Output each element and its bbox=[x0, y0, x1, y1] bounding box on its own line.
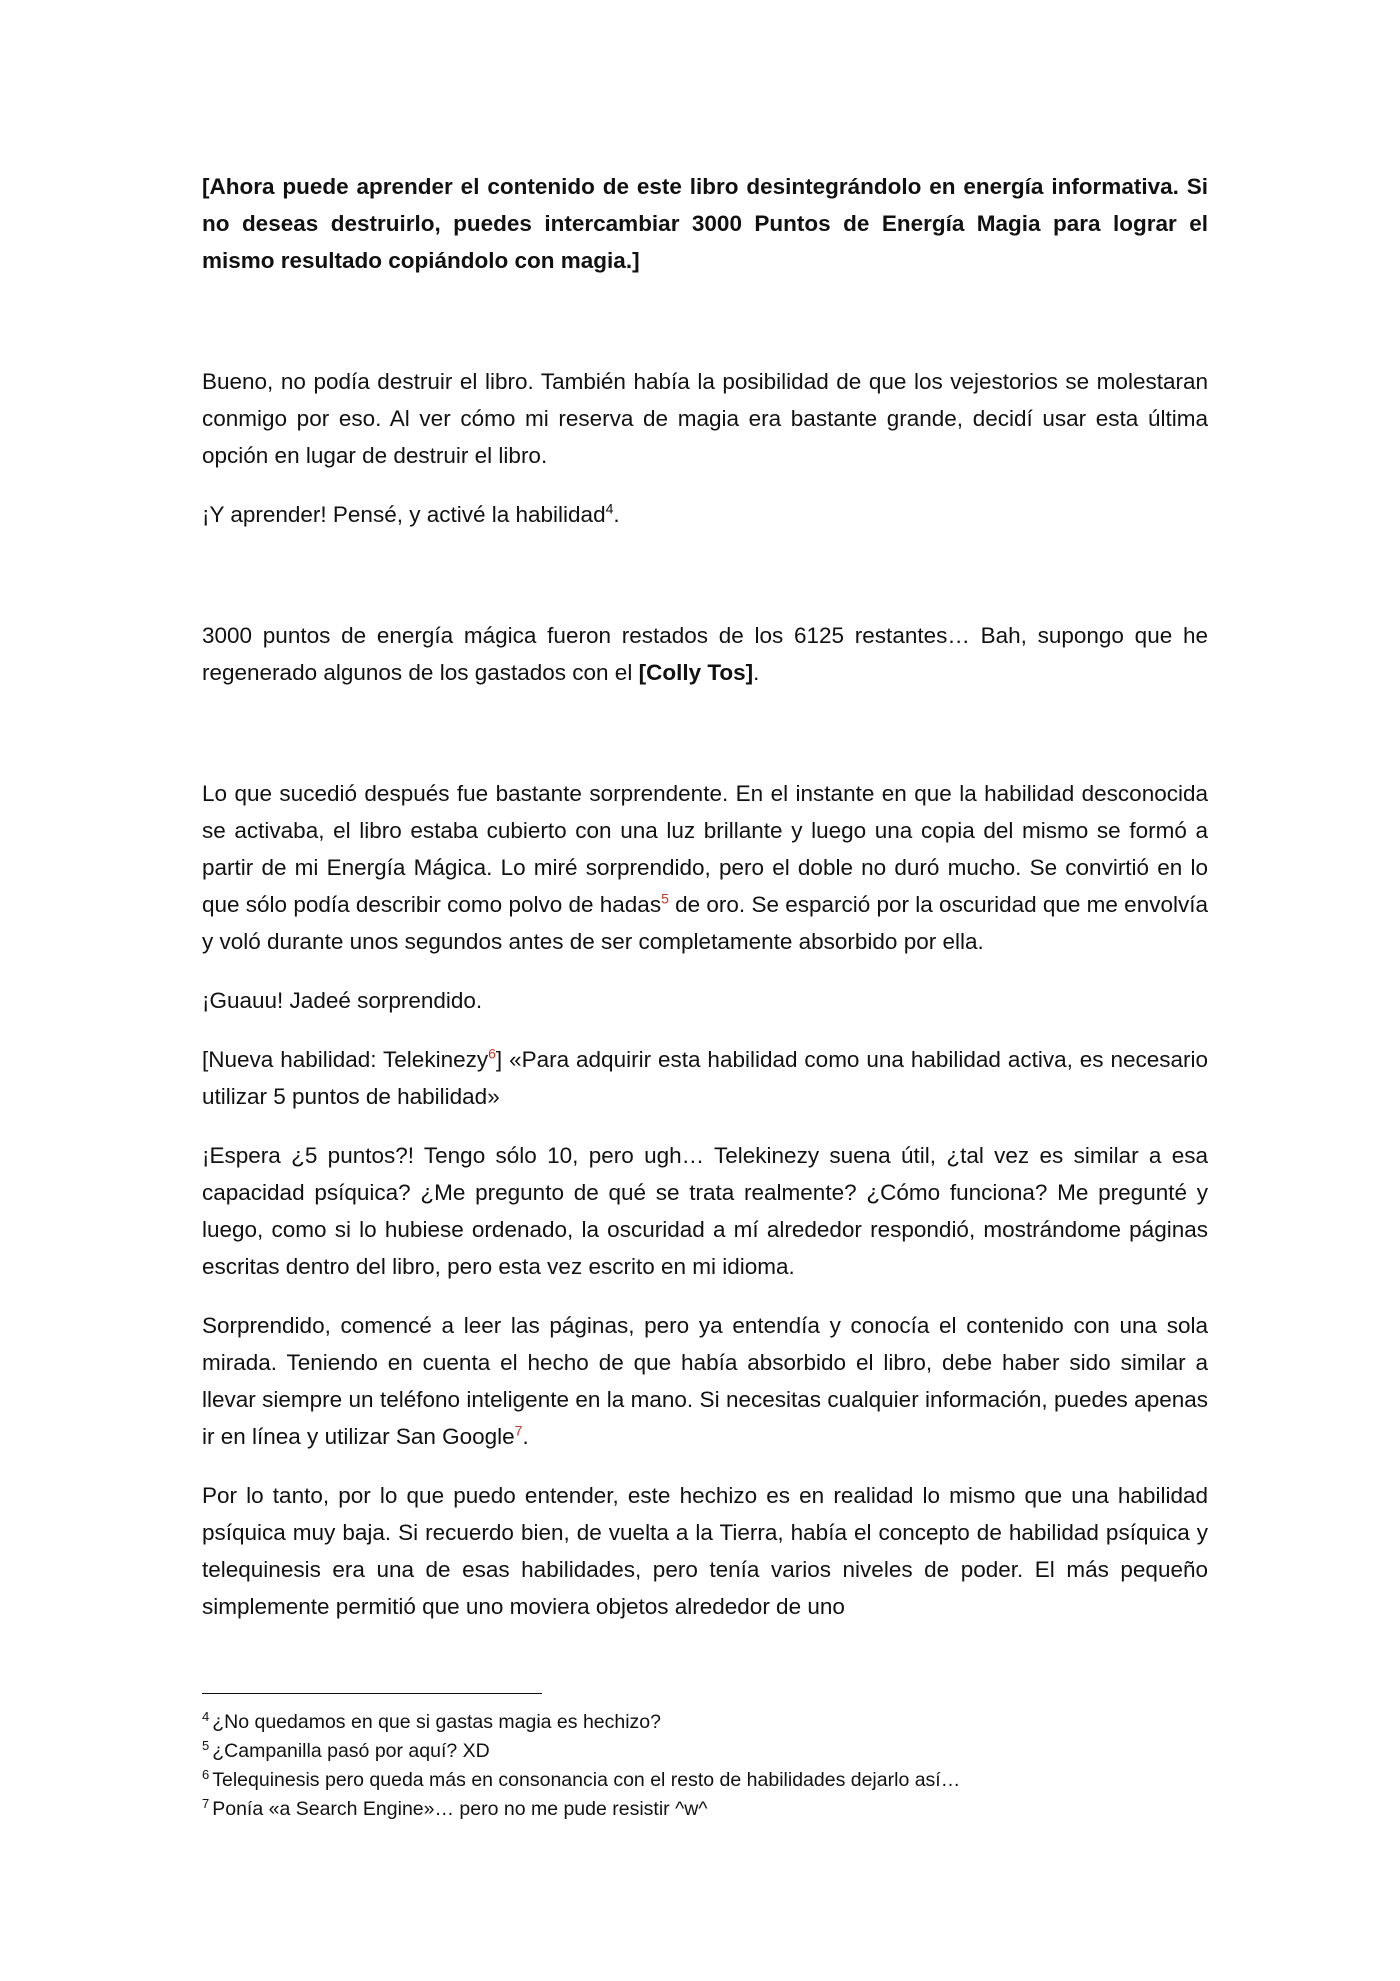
paragraph: Por lo tanto, por lo que puedo entender, este hechizo es en realidad lo mismo que una habilidad psíquica muy baja. Si recuerdo bien, de vuelta a la Tierra, había el concepto de habilidad psíquica y telequinesis era una de esas habilidades, pero tenía varios niveles de poder. El más pequeño simplemente permitió que uno moviera objetos alrededor de uno bbox=[202, 1483, 1208, 1619]
footnote-number: 4 bbox=[202, 1708, 210, 1724]
paragraph-text: ¡Y aprender! Pensé, y activé la habilidad bbox=[202, 502, 606, 527]
paragraph bbox=[202, 1041, 1208, 1115]
system-message-paragraph: [Ahora puede aprender el contenido de este libro desintegrándolo en energía informativa. Si no deseas destruirlo, puedes intercambiar 3000 Puntos de Energía Magia para lograr el mismo resultado copiándolo con magia.] bbox=[202, 174, 1208, 273]
footnotes bbox=[202, 1693, 1208, 1824]
footnote bbox=[202, 1766, 1208, 1795]
paragraph-text: Sorprendido, comencé a leer las páginas, pero ya entendía y conocía el contenido con una sola mirada. Teniendo en cuenta el hecho de que había absorbido el libro, debe haber sido similar a llevar siempre un teléfono inteligente en la mano. Si necesitas cualquier información, puedes apenas ir en línea y utilizar San Google bbox=[202, 1313, 1208, 1449]
footnote-number: 7 bbox=[202, 1795, 210, 1811]
footnote-number: 5 bbox=[202, 1737, 210, 1753]
paragraph-text: . bbox=[522, 1424, 529, 1449]
paragraph-text: ] «Para adquirir esta habilidad como una habilidad activa, es necesario utilizar 5 puntos de habilidad» bbox=[202, 1047, 1209, 1109]
footnote-ref[interactable]: 5 bbox=[661, 890, 669, 907]
footnote bbox=[202, 1737, 1208, 1766]
paragraph bbox=[202, 1307, 1208, 1455]
paragraph: Bueno, no podía destruir el libro. También había la posibilidad de que los vejestorios se molestaran conmigo por eso. Al ver cómo mi reserva de magia era bastante grande, decidí usar esta última opción en lugar de destruir el libro. bbox=[202, 369, 1208, 468]
paragraph bbox=[202, 617, 1208, 691]
footnote-text: ¿No quedamos en que si gastas magia es hechizo? bbox=[212, 1711, 662, 1733]
paragraph: ¡Espera ¿5 puntos?! Tengo sólo 10, pero ugh… Telekinezy suena útil, ¿tal vez es similar a esa capacidad psíquica? ¿Me pregunto de qué se trata realmente? ¿Cómo funciona? Me pregunté y luego, como si lo hubiese ordenado, la oscuridad a mí alrededor respondió, mostrándome páginas escritas dentro del libro, pero esta vez escrito en mi idioma. bbox=[202, 1143, 1208, 1279]
footnote bbox=[202, 1795, 1208, 1824]
paragraph-text: . bbox=[753, 660, 760, 685]
skill-name: [Colly Tos] bbox=[638, 660, 754, 685]
footnote-text: ¿Campanilla pasó por aquí? XD bbox=[212, 1740, 490, 1762]
footnote-text: Ponía «a Search Engine»… pero no me pude resistir ^w^ bbox=[212, 1798, 708, 1820]
footnote bbox=[202, 1708, 1208, 1737]
footnote-text: Telequinesis pero queda más en consonancia con el resto de habilidades dejarlo así… bbox=[212, 1769, 961, 1791]
paragraph-text: de oro. Se esparció por la oscuridad que me envolvía y voló durante unos segundos antes de ser completamente absorbido por ella. bbox=[202, 892, 1208, 954]
footnote-number: 6 bbox=[202, 1766, 210, 1782]
body-text bbox=[202, 168, 1208, 1625]
paragraph-text: Lo que sucedió después fue bastante sorprendente. En el instante en que la habilidad desconocida se activaba, el libro estaba cubierto con una luz brillante y luego una copia del mismo se formó a partir de mi Energía Mágica. Lo miré sorprendido, pero el doble no duró mucho. Se convirtió en lo que sólo podía describir como polvo de hadas bbox=[202, 781, 1208, 917]
paragraph-text: [Nueva habilidad: Telekinezy bbox=[202, 1047, 489, 1072]
paragraph bbox=[202, 775, 1208, 960]
footnote-ref[interactable]: 4 bbox=[605, 500, 614, 517]
footnote-divider bbox=[202, 1693, 542, 1694]
paragraph: ¡Guauu! Jadeé sorprendido. bbox=[202, 988, 483, 1013]
paragraph-text: . bbox=[613, 502, 620, 527]
footnote-ref[interactable]: 6 bbox=[488, 1045, 496, 1062]
footnote-ref[interactable]: 7 bbox=[514, 1422, 523, 1439]
paragraph-text: 3000 puntos de energía mágica fueron restados de los 6125 restantes… Bah, supongo que he regenerado algunos de los gastados con el bbox=[202, 623, 1208, 685]
paragraph bbox=[202, 496, 1208, 533]
